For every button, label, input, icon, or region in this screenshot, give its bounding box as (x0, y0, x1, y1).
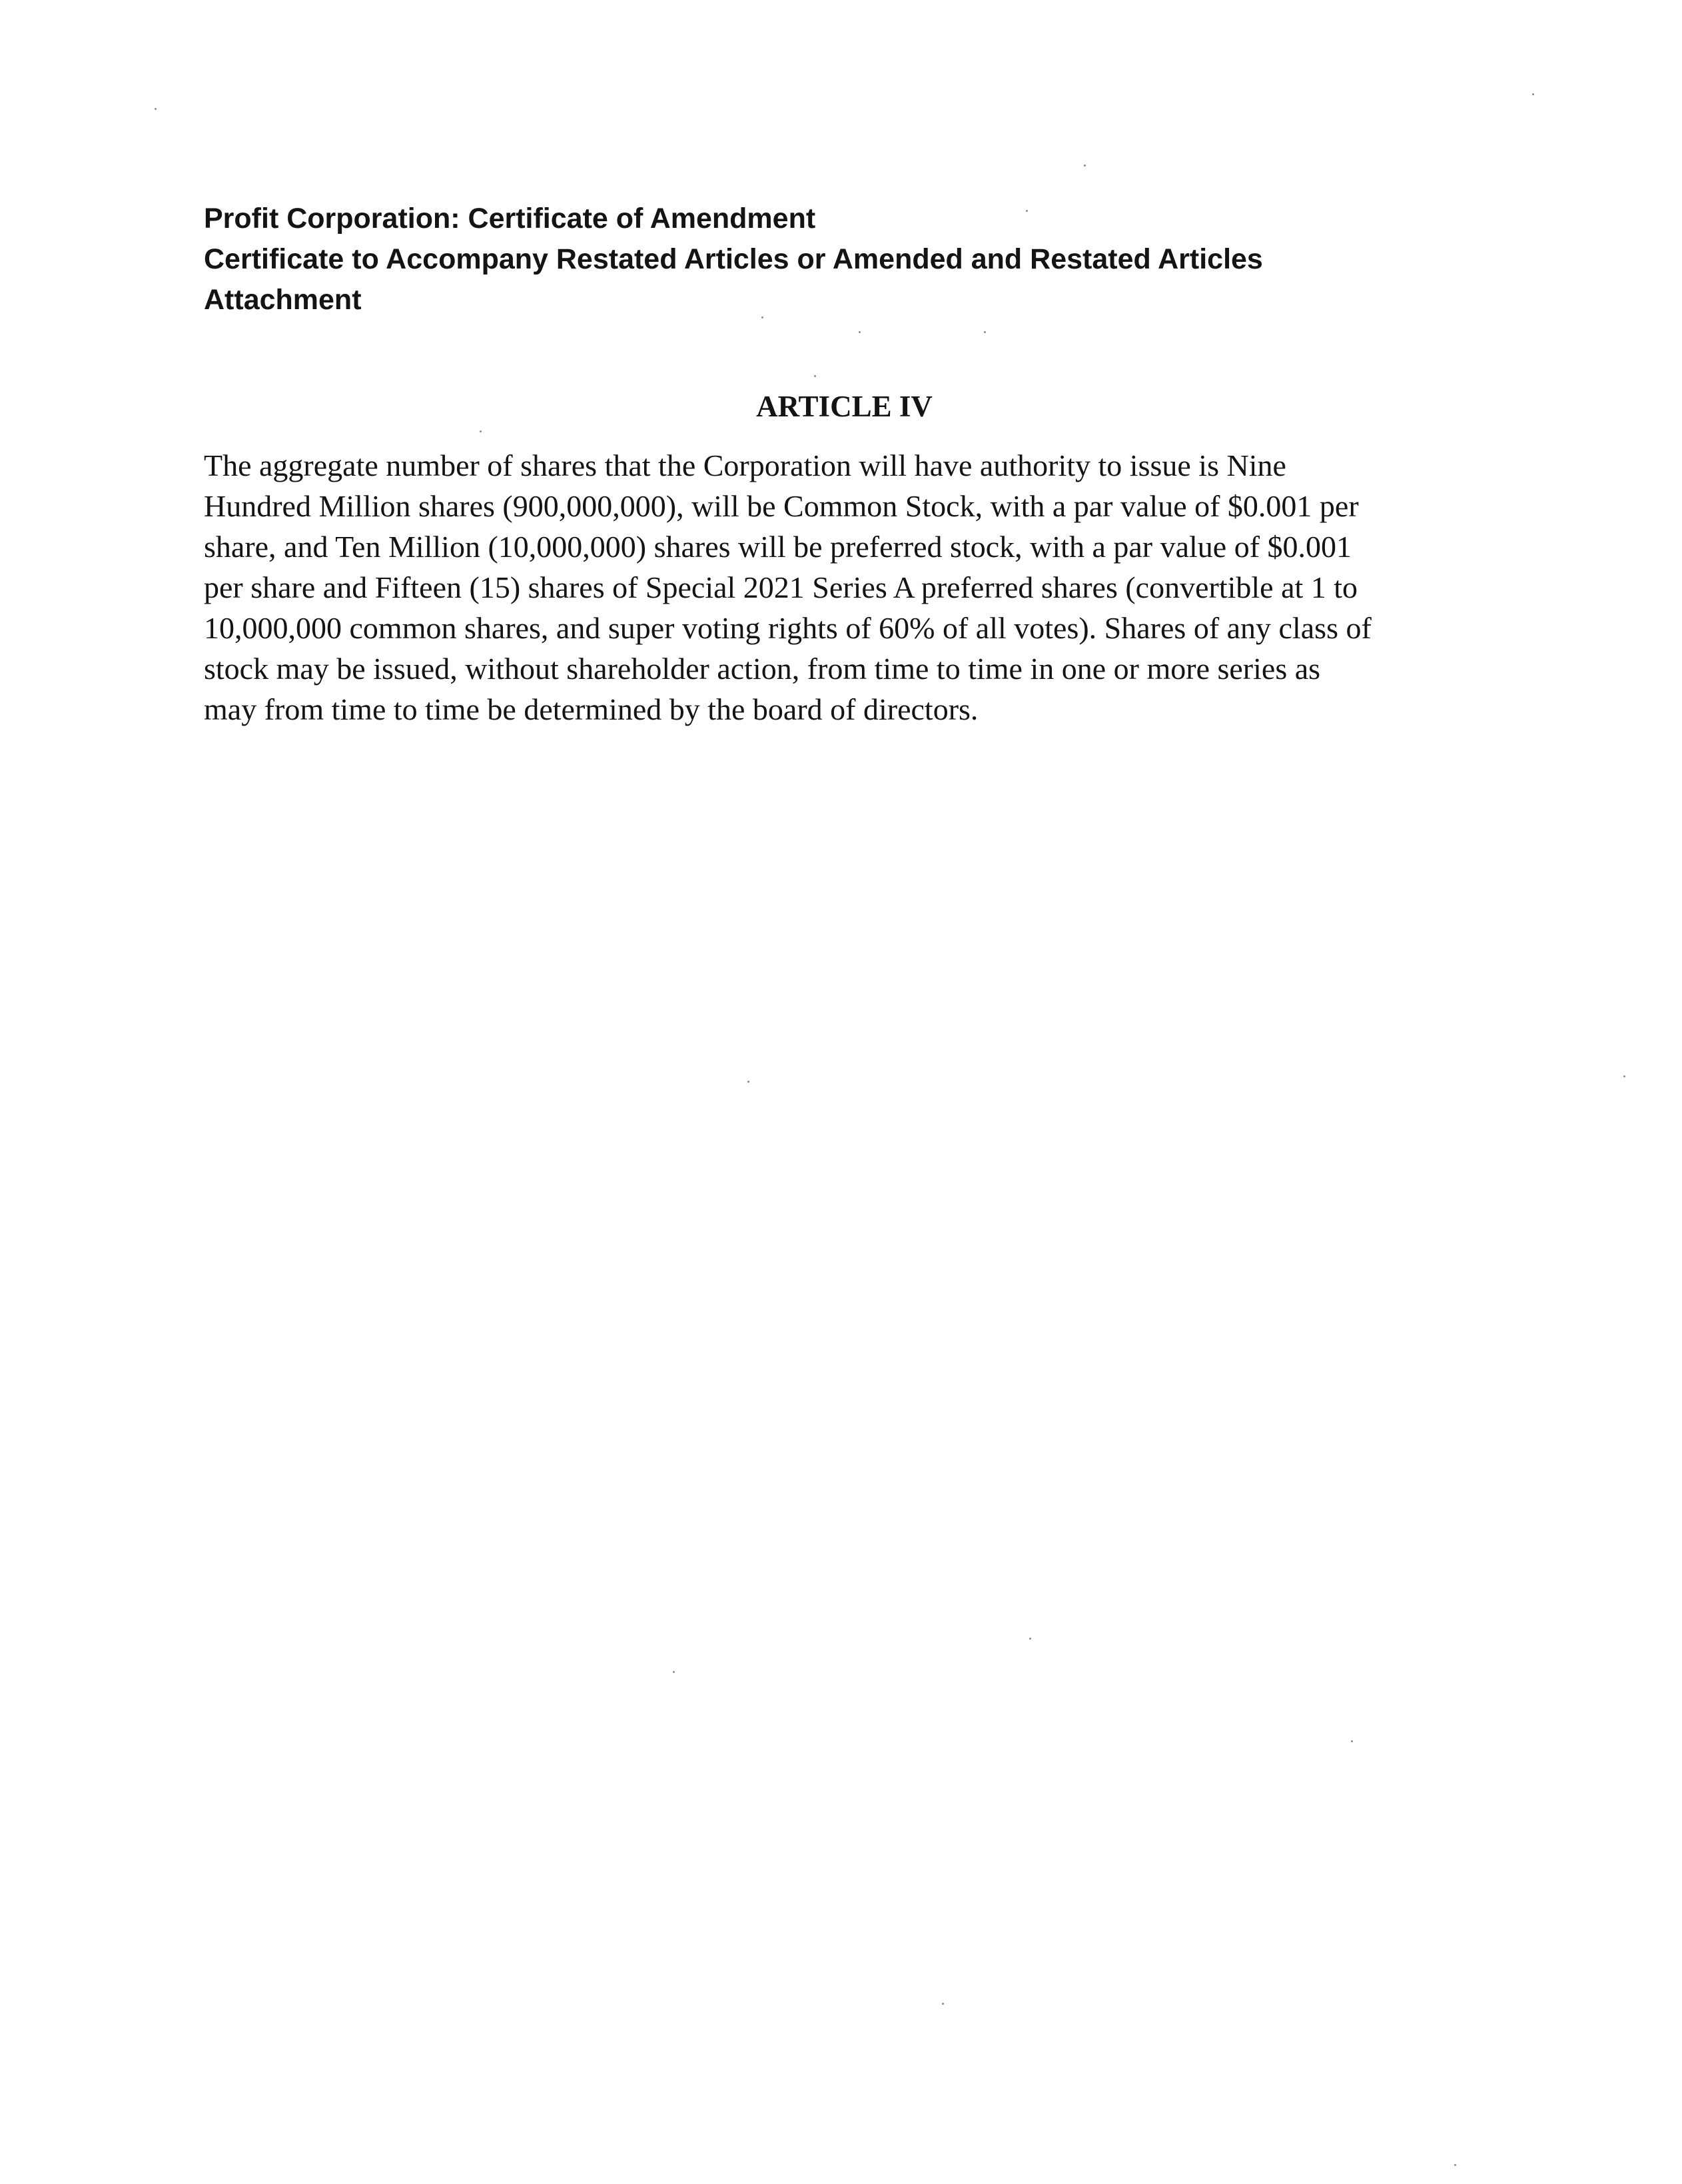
article-heading-text: ARTICLE IV (756, 390, 933, 423)
article-body-line: The aggregate number of shares that the Corporation will have authority to issue is Nine (204, 448, 1286, 482)
scan-speck (761, 316, 763, 318)
document-header (204, 199, 1403, 320)
article-body-line: share, and Ten Million (10,000,000) shares will be preferred stock, with a par value of $0.001 (204, 530, 1352, 564)
article-body-line: per share and Fifteen (15) shares of Special 2021 Series A preferred shares (convertible at 1 to (204, 570, 1358, 604)
scan-speck (1026, 210, 1028, 212)
scan-speck (480, 430, 482, 432)
scan-speck (984, 331, 986, 333)
scan-speck (1029, 1638, 1031, 1640)
article-body-line: 10,000,000 common shares, and super voting rights of 60% of all votes). Shares of any class of (204, 611, 1372, 645)
scan-speck (859, 331, 861, 333)
header-attachment-label: Attachment (204, 284, 362, 316)
scan-speck (1623, 1075, 1625, 1077)
scan-speck (942, 2003, 944, 2005)
scan-speck (1351, 1740, 1353, 1742)
article-body-line: may from time to time be determined by the board of directors. (204, 692, 979, 726)
article-body (204, 445, 1483, 730)
article-body-line: stock may be issued, without shareholder action, from time to time in one or more series as (204, 652, 1321, 686)
scan-speck (814, 375, 816, 377)
scan-speck (673, 1671, 675, 1673)
header-subtitle: Certificate to Accompany Restated Articles or Amended and Restated Articles (204, 243, 1263, 275)
scan-speck (155, 108, 157, 110)
scan-speck (1532, 93, 1534, 95)
scan-speck (1084, 165, 1086, 167)
article-body-line: Hundred Million shares (900,000,000), will be Common Stock, with a par value of $0.001 per (204, 489, 1359, 523)
article-heading (0, 386, 1682, 426)
header-title: Profit Corporation: Certificate of Amendment (204, 203, 816, 235)
scan-speck (747, 1081, 749, 1083)
scan-speck (1454, 2164, 1456, 2166)
